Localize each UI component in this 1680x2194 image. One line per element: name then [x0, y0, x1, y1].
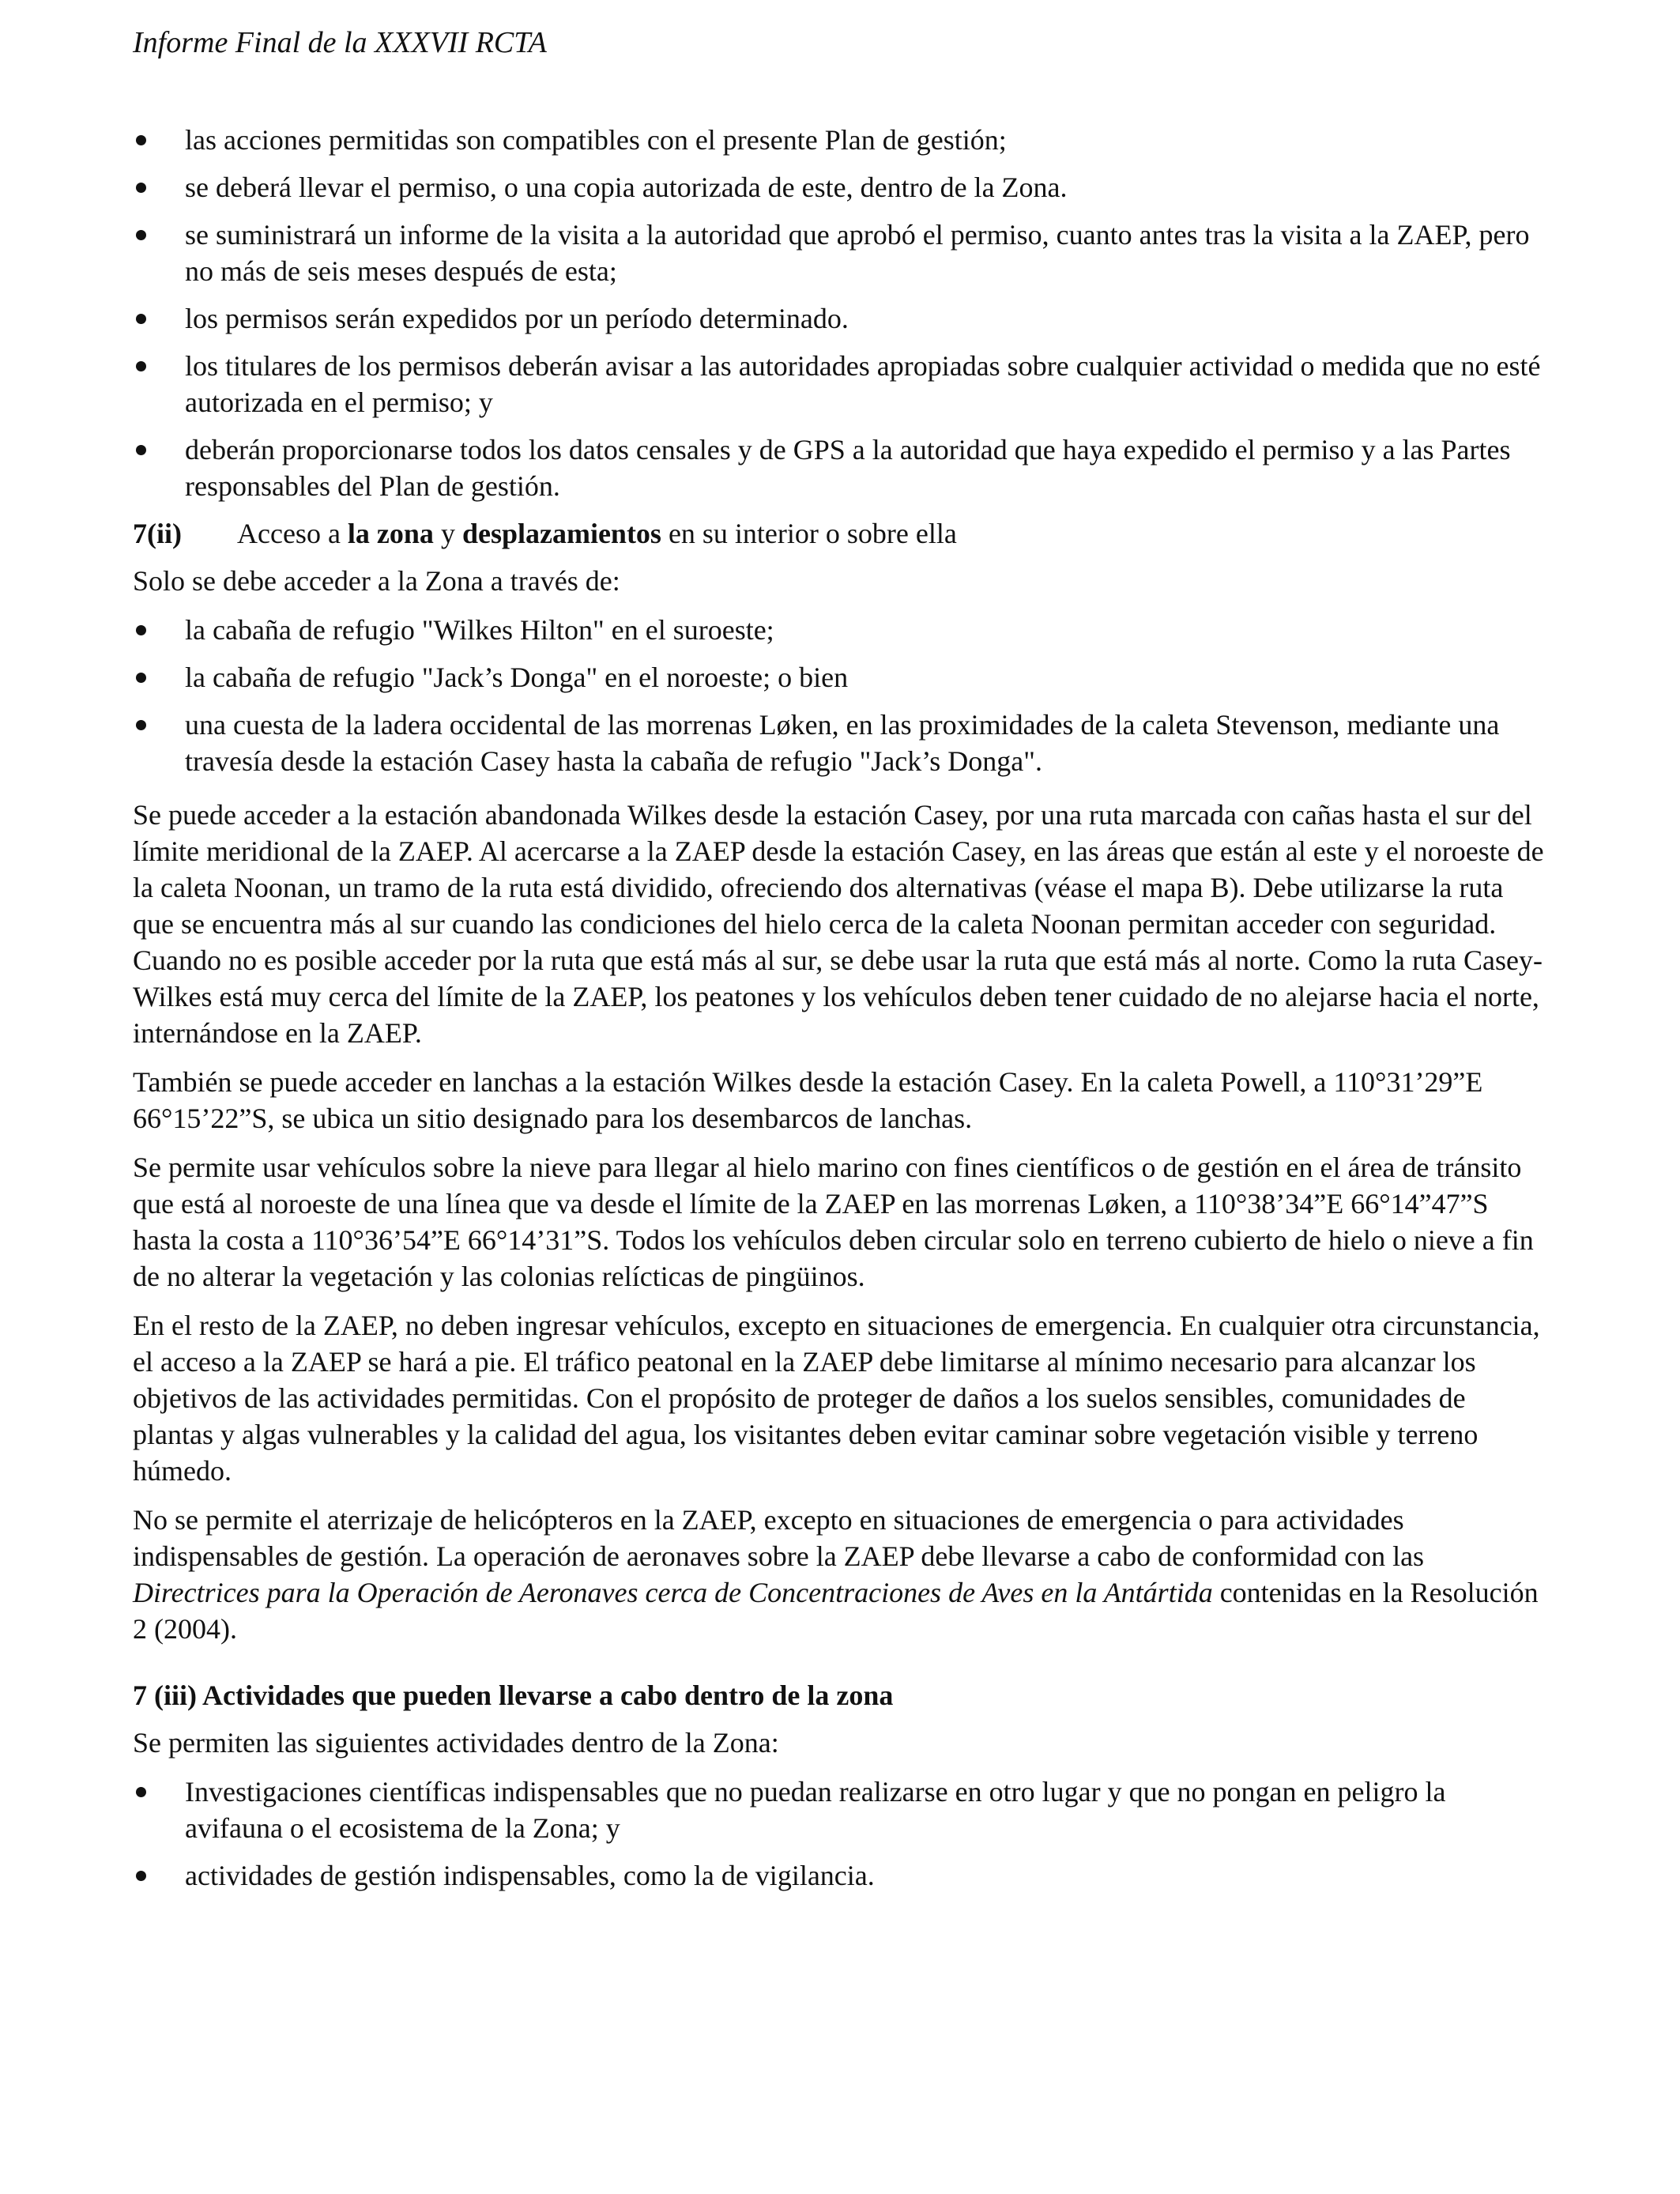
bullet-icon	[136, 135, 146, 145]
paragraph-route: Se puede acceder a la estación abandonada Wilkes desde la estación Casey, por una ruta marcada con cañas hasta el sur del límite meridional de la ZAEP. Al acercarse a la ZAEP desde la estación Casey, en las áreas que están al este y el noroeste de la caleta Noonan, un tramo de la ruta está dividido, ofreciendo dos alternativas (véase el mapa B). Debe utilizarse la ruta que se encuentra más al sur cuando las condiciones del hielo cerca de la caleta Noonan permitan acceder con seguridad. Cuando no es posible acceder por la ruta que está más al sur, se debe usar la ruta que está más al norte. Como la ruta Casey-Wilkes está muy cerca del límite de la ZAEP, los peatones y los vehículos deben tener cuidado de no alejarse hacia el norte, internándose en la ZAEP.	[133, 799, 1544, 1049]
permit-conditions-list	[133, 122, 1547, 504]
bullet-icon	[136, 183, 146, 193]
bullet-icon	[136, 720, 146, 730]
bullet-icon	[136, 673, 146, 683]
bullet-icon	[136, 314, 146, 324]
list-item: los titulares de los permisos deberán avisar a las autoridades apropiadas sobre cualquier actividad o medida que no esté autorizada en el permiso; y	[133, 348, 1547, 420]
document-body	[133, 122, 1547, 1905]
list-item: se deberá llevar el permiso, o una copia autorizada de este, dentro de la Zona.	[133, 169, 1547, 205]
bullet-icon	[136, 625, 146, 635]
list-item: las acciones permitidas son compatibles con el presente Plan de gestión;	[133, 122, 1547, 158]
paragraph-boats: También se puede acceder en lanchas a la estación Wilkes desde la estación Casey. En la caleta Powell, a 110°31’29”E 66°15’22”S, se ubica un sitio designado para los desembarcos de lanchas.	[133, 1066, 1483, 1134]
list-item: deberán proporcionarse todos los datos censales y de GPS a la autoridad que haya expedido el permiso y a las Partes responsables del Plan de gestión.	[133, 432, 1547, 504]
bullet-icon	[136, 445, 146, 455]
list-item: los permisos serán expedidos por un período determinado.	[133, 300, 1547, 337]
bullet-icon	[136, 230, 146, 240]
paragraph-pedestrian: En el resto de la ZAEP, no deben ingresar vehículos, excepto en situaciones de emergencia. En cualquier otra circunstancia, el acceso a la ZAEP se hará a pie. El tráfico peatonal en la ZAEP debe limitarse al mínimo necesario para alcanzar los objetivos de las actividades permitidas. Con el propósito de proteger de daños a los suelos sensibles, comunidades de plantas y algas vulnerables y la calidad del agua, los visitantes deben evitar caminar sobre vegetación visible y terreno húmedo.	[133, 1310, 1540, 1487]
access-points-list	[133, 612, 1547, 779]
list-item: la cabaña de refugio "Wilkes Hilton" en el suroeste;	[133, 612, 1547, 648]
section-heading-7iii: 7 (iii) Actividades que pueden llevarse a cabo dentro de la zona	[133, 1679, 894, 1711]
list-item: la cabaña de refugio "Jack’s Donga" en el noroeste; o bien	[133, 659, 1547, 696]
activities-list	[133, 1774, 1547, 1894]
bullet-icon	[136, 1871, 146, 1881]
access-intro: Solo se debe acceder a la Zona a través de:	[133, 565, 620, 597]
bullet-icon	[136, 361, 146, 371]
list-item: una cuesta de la ladera occidental de las morrenas Løken, en las proximidades de la caleta Stevenson, mediante una travesía desde la estación Casey hasta la cabaña de refugio "Jack’s Donga".	[133, 707, 1547, 779]
paragraph-aircraft: No se permite el aterrizaje de helicópteros en la ZAEP, excepto en situaciones de emergencia o para actividades indispensables de gestión. La operación de aeronaves sobre la ZAEP debe llevarse a cabo de conformidad con las Directrices para la Operación de Aeronaves cerca de Concentraciones de Aves en la Antártida contenidas en la Resolución 2 (2004).	[133, 1504, 1539, 1645]
list-item: actividades de gestión indispensables, como la de vigilancia.	[133, 1857, 1547, 1894]
page-header: Informe Final de la XXXVII RCTA	[133, 26, 547, 59]
section-heading-7ii: 7(ii) Acceso a la zona y desplazamientos en su interior o sobre ella	[133, 518, 957, 549]
paragraph-vehicles: Se permite usar vehículos sobre la nieve para llegar al hielo marino con fines científicos o de gestión en el área de tránsito que está al noroeste de una línea que va desde el límite de la ZAEP en las morrenas Løken, a 110°38’34”E 66°14”47”S hasta la costa a 110°36’54”E 66°14’31”S. Todos los vehículos deben circular solo en terreno cubierto de hielo o nieve a fin de no alterar la vegetación y las colonias relícticas de pingüinos.	[133, 1152, 1534, 1292]
activities-intro: Se permiten las siguientes actividades dentro de la Zona:	[133, 1727, 779, 1759]
list-item: se suministrará un informe de la visita a la autoridad que aprobó el permiso, cuanto antes tras la visita a la ZAEP, pero no más de seis meses después de esta;	[133, 217, 1547, 289]
list-item: Investigaciones científicas indispensables que no puedan realizarse en otro lugar y que no pongan en peligro la avifauna o el ecosistema de la Zona; y	[133, 1774, 1547, 1846]
guidelines-title: Directrices para la Operación de Aeronaves cerca de Concentraciones de Aves en la Antártida	[133, 1577, 1213, 1608]
bullet-icon	[136, 1787, 146, 1797]
